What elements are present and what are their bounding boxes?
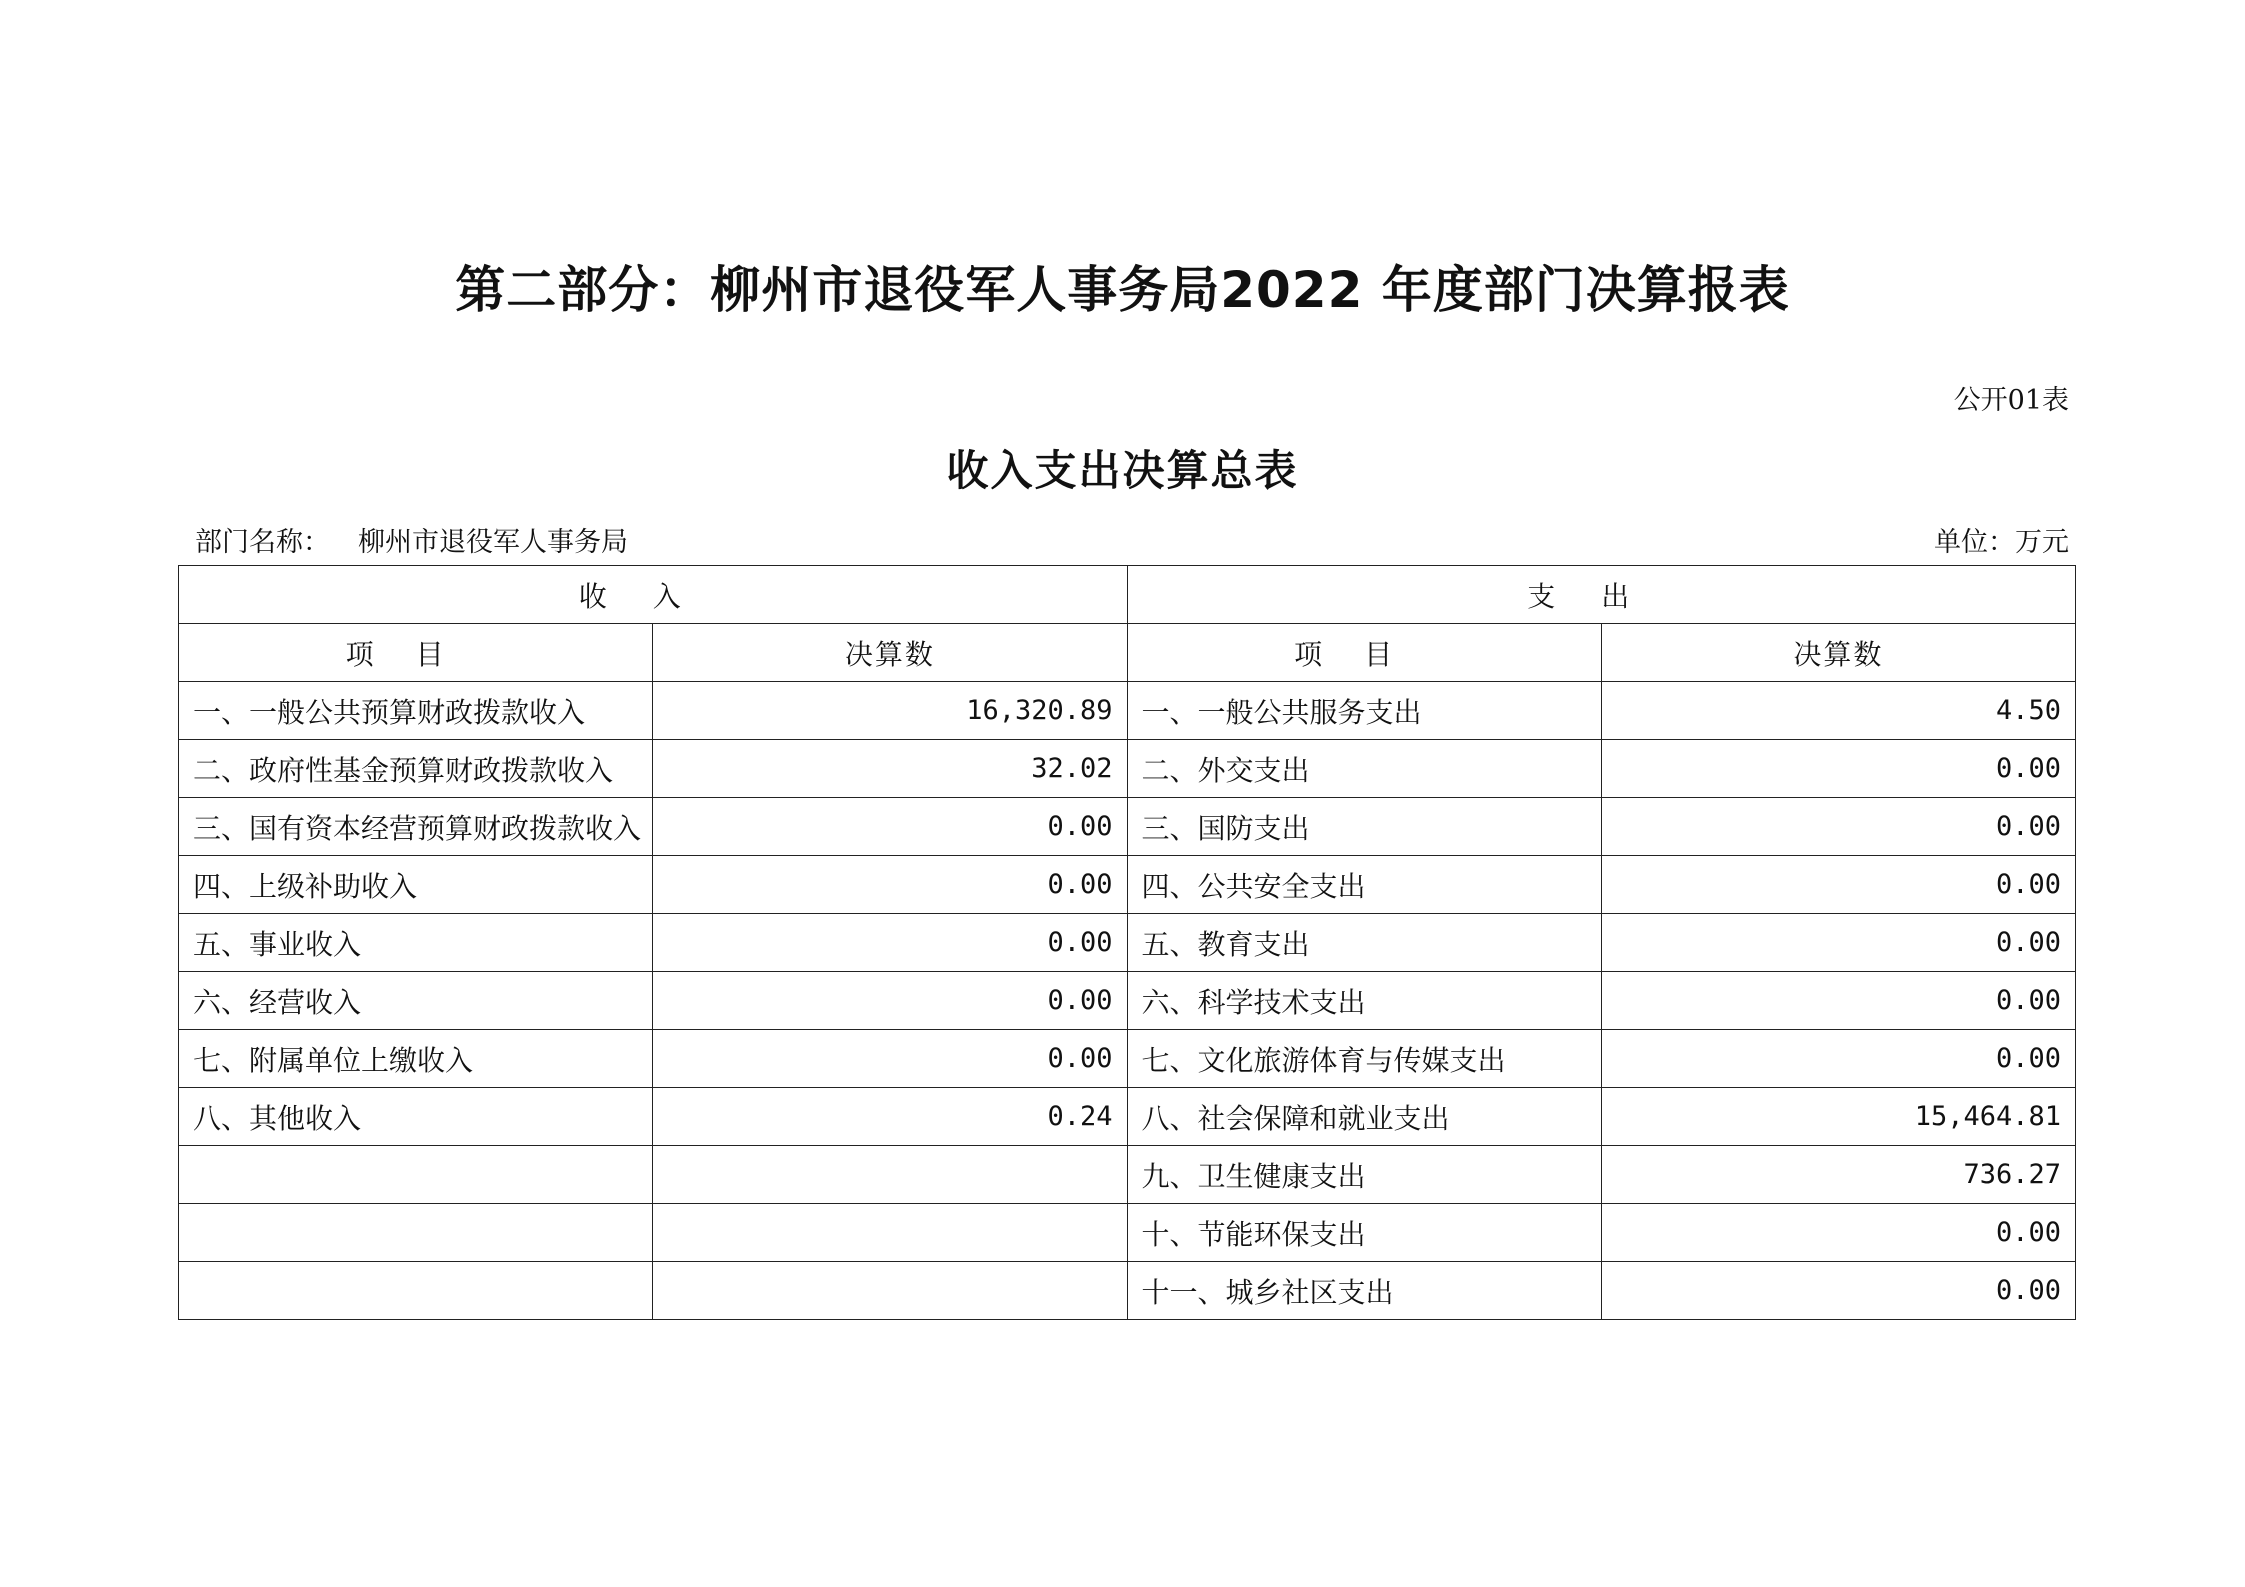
- income-item-cell: [179, 1204, 653, 1262]
- expense-amount-cell: 0.00: [1601, 914, 2075, 972]
- income-item-cell: 七、附属单位上缴收入: [179, 1030, 653, 1088]
- income-amount-cell: 0.00: [653, 1030, 1127, 1088]
- table-row: [179, 1204, 2076, 1262]
- income-amount-cell: 32.02: [653, 740, 1127, 798]
- expense-amount-cell: 0.00: [1601, 1030, 2075, 1088]
- table-row: [179, 1146, 2076, 1204]
- table-row: [179, 740, 2076, 798]
- expense-item-cell: 七、文化旅游体育与传媒支出: [1127, 1030, 1601, 1088]
- department-label: 部门名称：: [195, 527, 330, 558]
- expense-amount-header: 决算数: [1601, 624, 2075, 682]
- column-header-row: [179, 624, 2076, 682]
- income-item-cell: 一、一般公共预算财政拨款收入: [179, 682, 653, 740]
- expense-item-cell: 九、卫生健康支出: [1127, 1146, 1601, 1204]
- income-amount-cell: [653, 1204, 1127, 1262]
- expense-item-cell: 四、公共安全支出: [1127, 856, 1601, 914]
- table-row: [179, 1262, 2076, 1320]
- expense-amount-cell: 736.27: [1601, 1146, 2075, 1204]
- expense-item-cell: 八、社会保障和就业支出: [1127, 1088, 1601, 1146]
- expense-amount-cell: 4.50: [1601, 682, 2075, 740]
- income-amount-cell: 16,320.89: [653, 682, 1127, 740]
- income-item-cell: 五、事业收入: [179, 914, 653, 972]
- table-row: [179, 1088, 2076, 1146]
- income-item-cell: 八、其他收入: [179, 1088, 653, 1146]
- income-item-cell: 三、国有资本经营预算财政拨款收入: [179, 798, 653, 856]
- income-amount-cell: 0.00: [653, 914, 1127, 972]
- department-line: [195, 520, 628, 559]
- income-amount-cell: 0.00: [653, 972, 1127, 1030]
- expense-amount-cell: 0.00: [1601, 740, 2075, 798]
- table-row: [179, 972, 2076, 1030]
- table-title: 收入支出决算总表: [946, 446, 1299, 495]
- expense-item-cell: 二、外交支出: [1127, 740, 1601, 798]
- section-header-row: [179, 566, 2076, 624]
- department-name: 柳州市退役军人事务局: [358, 527, 628, 558]
- document-title: 第二部分：柳州市退役军人事务局2022 年度部门决算报表: [455, 261, 1790, 319]
- income-expense-table: [178, 565, 2076, 1320]
- table-row: [179, 682, 2076, 740]
- expense-amount-cell: 0.00: [1601, 972, 2075, 1030]
- expense-amount-cell: 0.00: [1601, 856, 2075, 914]
- expense-item-cell: 一、一般公共服务支出: [1127, 682, 1601, 740]
- expense-amount-cell: 0.00: [1601, 798, 2075, 856]
- expense-amount-cell: 0.00: [1601, 1204, 2075, 1262]
- income-item-cell: [179, 1146, 653, 1204]
- expense-item-cell: 六、科学技术支出: [1127, 972, 1601, 1030]
- table-row: [179, 856, 2076, 914]
- expense-item-cell: 十、节能环保支出: [1127, 1204, 1601, 1262]
- expense-amount-cell: 0.00: [1601, 1262, 2075, 1320]
- income-item-cell: 二、政府性基金预算财政拨款收入: [179, 740, 653, 798]
- income-item-cell: 四、上级补助收入: [179, 856, 653, 914]
- table-row: [179, 914, 2076, 972]
- table-number: 公开01表: [1953, 385, 2069, 416]
- income-section-header: 收入: [179, 566, 1128, 624]
- expense-section-header: 支出: [1127, 566, 2076, 624]
- income-amount-cell: 0.00: [653, 856, 1127, 914]
- income-amount-cell: 0.00: [653, 798, 1127, 856]
- income-amount-cell: [653, 1146, 1127, 1204]
- unit-label: 单位：万元: [1934, 527, 2069, 558]
- expense-item-cell: 三、国防支出: [1127, 798, 1601, 856]
- income-item-header: 项目: [179, 624, 653, 682]
- income-item-cell: [179, 1262, 653, 1320]
- expense-amount-cell: 15,464.81: [1601, 1088, 2075, 1146]
- table-row: [179, 1030, 2076, 1088]
- expense-item-header: 项目: [1127, 624, 1601, 682]
- expense-item-cell: 十一、城乡社区支出: [1127, 1262, 1601, 1320]
- expense-item-cell: 五、教育支出: [1127, 914, 1601, 972]
- table-body: [179, 682, 2076, 1320]
- income-amount-cell: [653, 1262, 1127, 1320]
- income-amount-cell: 0.24: [653, 1088, 1127, 1146]
- income-item-cell: 六、经营收入: [179, 972, 653, 1030]
- income-amount-header: 决算数: [653, 624, 1127, 682]
- table-row: [179, 798, 2076, 856]
